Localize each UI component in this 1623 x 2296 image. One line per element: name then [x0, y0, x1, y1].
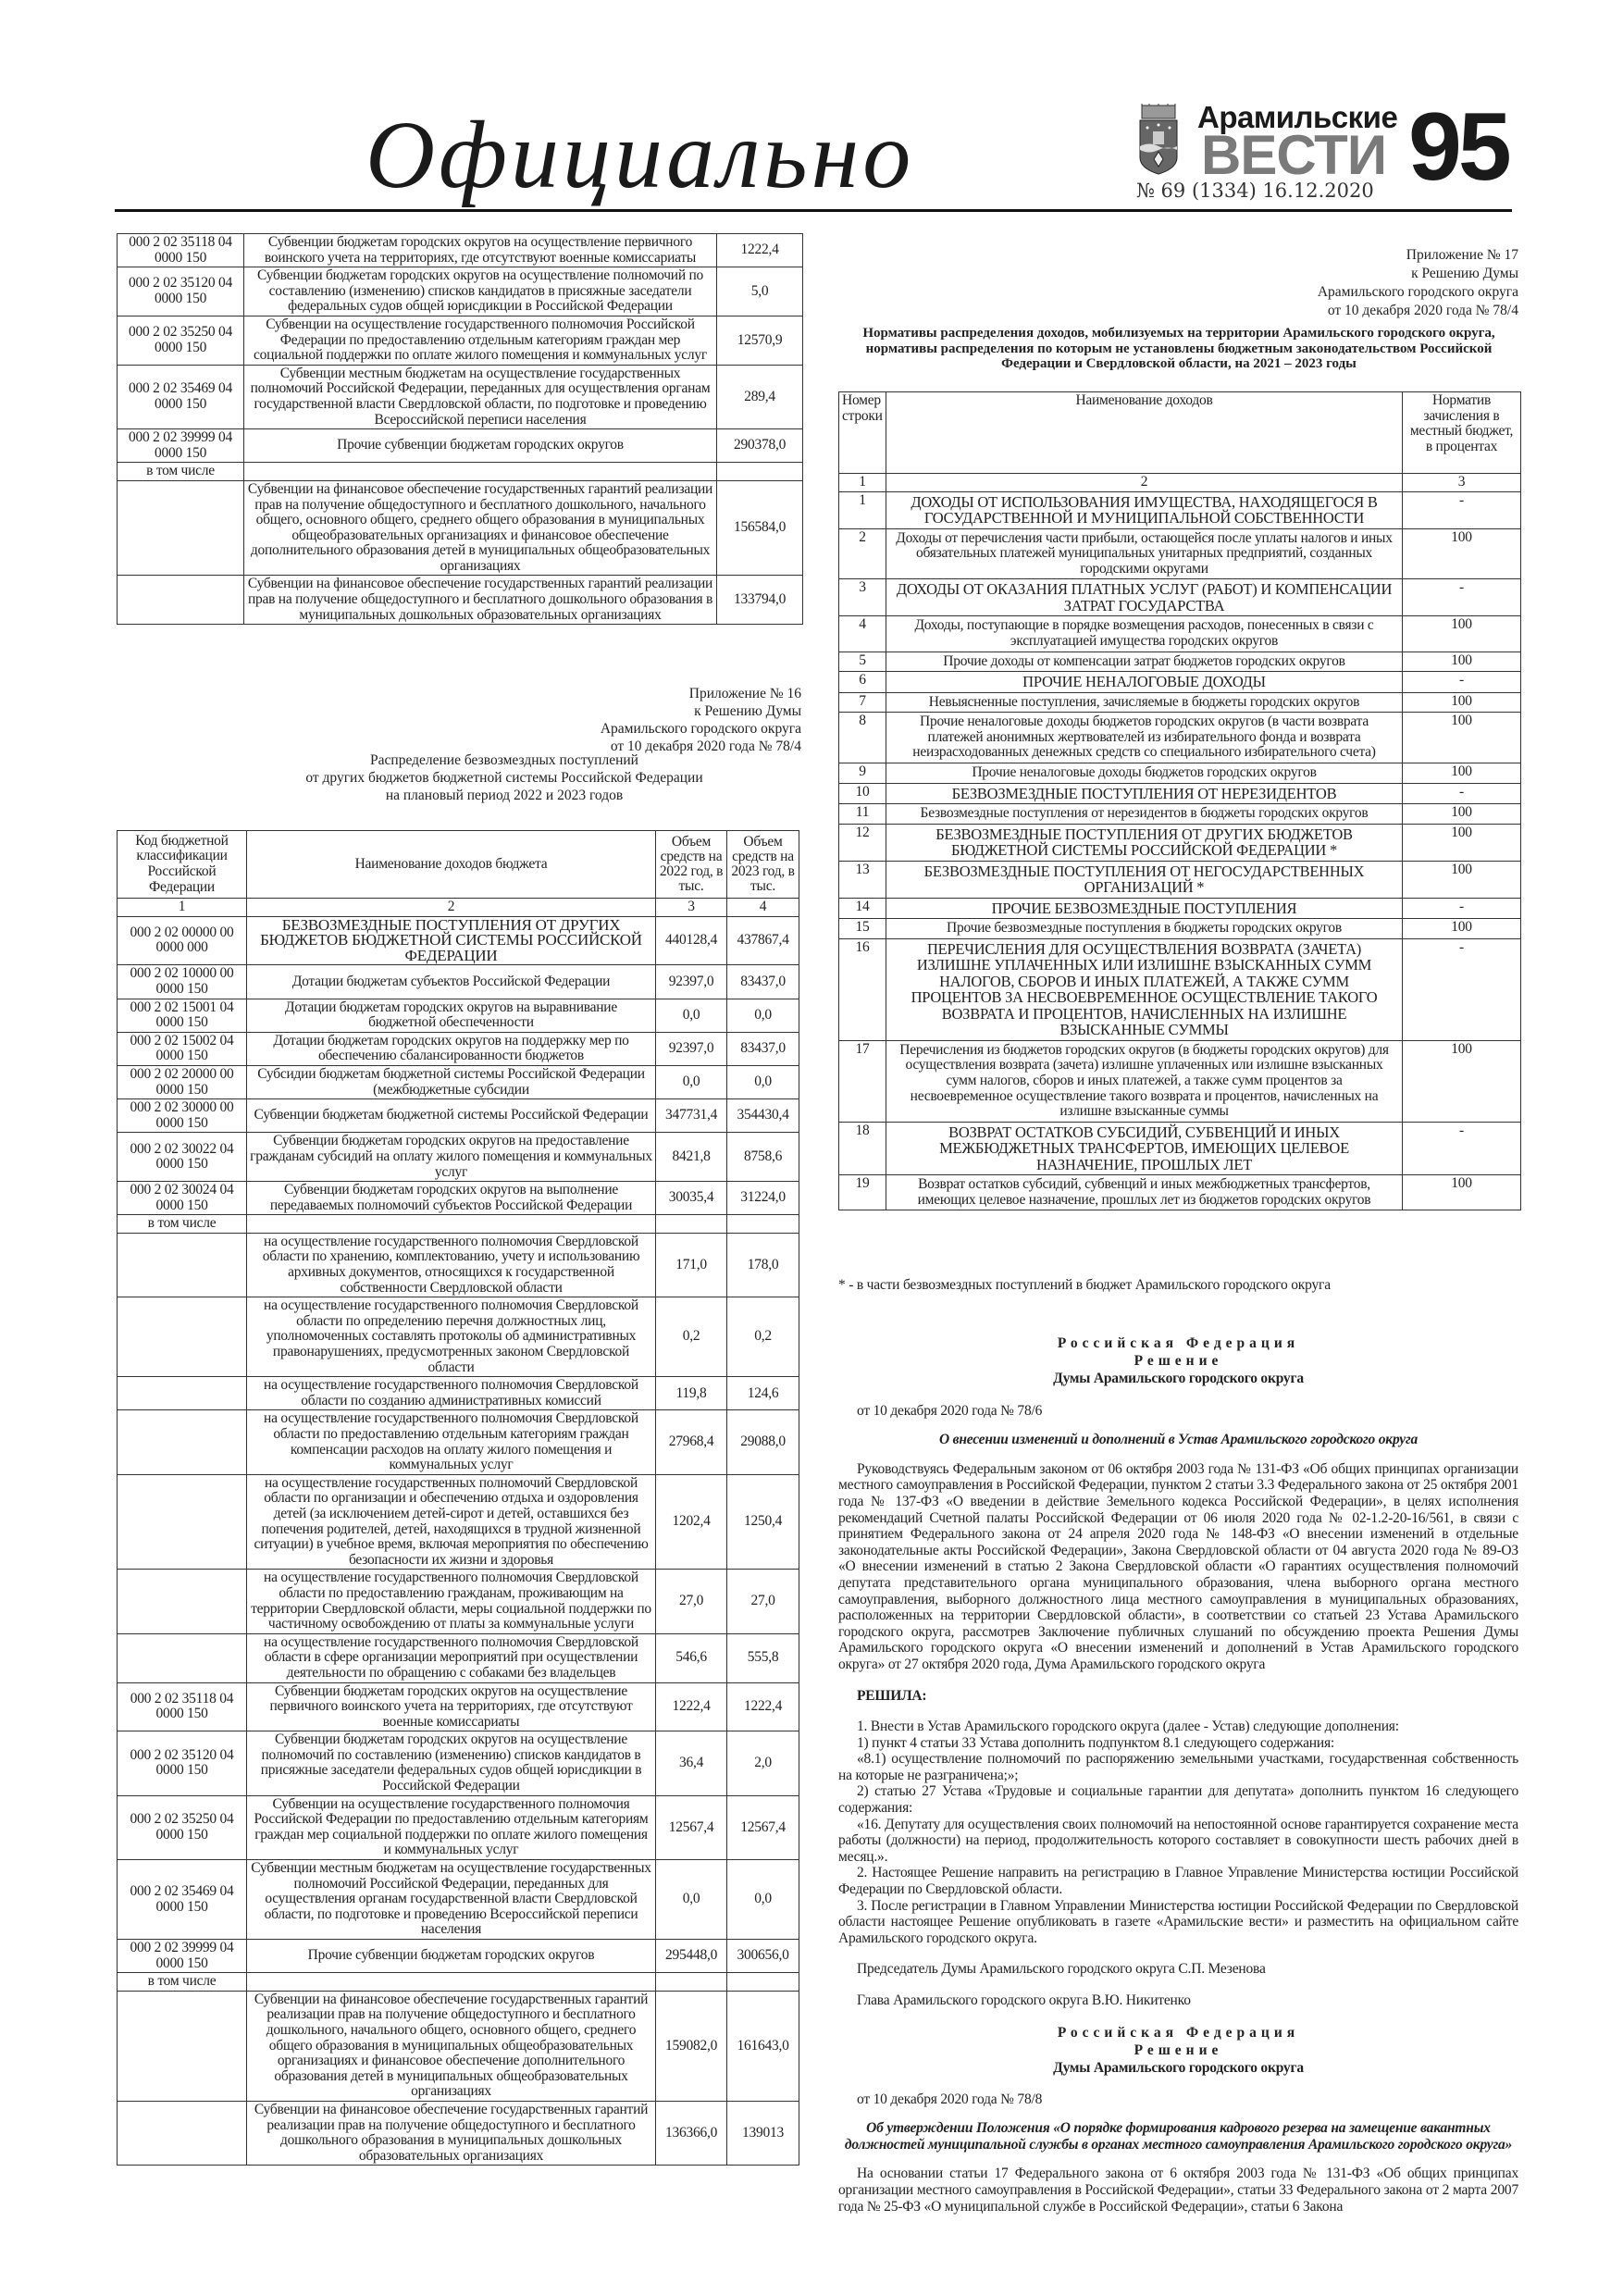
- table-row: [118, 1182, 799, 1215]
- amount-2023: 124,6: [727, 1377, 799, 1410]
- amount-2022: 1202,4: [656, 1474, 727, 1570]
- table-row: [118, 1682, 799, 1731]
- subventions-table-continued: [117, 233, 803, 625]
- decision-preamble: На основании статьи 17 Федерального закона от 6 октября 2003 года № 131-ФЗ «Об общих принципах организации местного самоуправления в Российской Федерации», статьи 33 Федерального закона от 2 марта 2007 года № 25-ФЗ «О муниципальной службе в Российской Федерации», статьи 6 Закона: [838, 2166, 1518, 2215]
- amount-2023: 437867,4: [727, 916, 799, 965]
- decision-heading-body: Думы Арамильского городского округа: [1053, 2059, 1304, 2076]
- income-name: Прочие доходы от компенсации затрат бюджетов городских округов: [886, 652, 1403, 672]
- table-row: [118, 1633, 799, 1682]
- decision-item: 2. Настоящее Решение направить на регистрацию в Главное Управление Министерства юстиции Российской Федерации по Свердловской области.: [838, 1865, 1518, 1898]
- table-row: [839, 898, 1521, 919]
- income-name: БЕЗВОЗМЕЗДНЫЕ ПОСТУПЛЕНИЯ ОТ ДРУГИХ БЮДЖЕТОВ БЮДЖЕТНОЙ СИСТЕМЫ РОССИЙСКОЙ ФЕДЕРАЦИИ: [247, 916, 656, 965]
- budget-code: 000 2 02 30000 00 0000 150: [118, 1099, 247, 1133]
- budget-code: 000 2 02 00000 00 0000 000: [118, 916, 247, 965]
- decision-items: [838, 1719, 1518, 1946]
- income-name: Прочие неналоговые доходы бюджетов городских округов: [886, 763, 1403, 784]
- budget-code: [118, 576, 244, 625]
- table-row: [839, 491, 1521, 528]
- income-name: Прочие безвозмездные поступления в бюджеты городских округов: [886, 919, 1403, 939]
- amount-2022: [656, 1973, 727, 1992]
- norm-percent: -: [1403, 579, 1521, 616]
- title-line: на плановый период 2022 и 2023 годов: [385, 788, 624, 803]
- table-row: [839, 579, 1521, 616]
- amount-2023: 555,8: [727, 1633, 799, 1682]
- norm-percent: 100: [1403, 861, 1521, 898]
- decision-heading-body: Думы Арамильского городского округа: [1053, 1370, 1304, 1386]
- table-row: [118, 1233, 799, 1297]
- table-row: [118, 576, 803, 625]
- amount-2022: 8421,8: [656, 1133, 727, 1182]
- income-name: Доходы, поступающие в порядке возмещения расходов, понесенных в связи с эксплуатацией имущества городских округов: [886, 616, 1403, 652]
- income-name: на осуществление государственных полномочий Свердловской области по организации и обеспечению отдыха и оздоровления детей (за исключением детей-сирот и детей, оставшихся без попечения родителей, детей, находящихся в трудной жизненной ситуации) в учебное время, включая мероприятия по обеспечению безопасности их жизни и здоровья: [247, 1474, 656, 1570]
- table-row: [839, 763, 1521, 784]
- budget-code: [118, 1233, 247, 1297]
- header-2022: Объем средств на 2022 год, в тыс.: [656, 831, 727, 899]
- note-line: Приложение № 17: [1406, 247, 1518, 263]
- norm-percent: 100: [1403, 804, 1521, 825]
- header-divider: [115, 209, 1512, 212]
- table-row: [118, 1297, 799, 1377]
- row-number: 2: [839, 528, 886, 579]
- income-name: Возврат остатков субсидий, субвенций и иных межбюджетных трансфертов, имеющих целевое назначение, прошлых лет из бюджетов городских округов: [886, 1175, 1403, 1210]
- budget-code: 000 2 02 35469 04 0000 150: [118, 365, 244, 428]
- amount-2022: 295448,0: [656, 1940, 727, 1973]
- table-row: [118, 1099, 799, 1133]
- row-number: 16: [839, 938, 886, 1040]
- table-row: [118, 267, 803, 316]
- table-row: [118, 999, 799, 1032]
- table-row: [839, 919, 1521, 939]
- table-row: [839, 616, 1521, 652]
- amount-2022: 0,0: [656, 1065, 727, 1098]
- newspaper-name-bottom: ВЕСТИ: [1201, 124, 1386, 186]
- income-name: Субвенции на финансовое обеспечение государственных гарантий реализации прав на получение общедоступного и бесплатного дошкольного, начального общего, основного общего, среднего общего образования в муниципальных общеобразовательных организациях и финансовое обеспечение дополнительного образования детей в муниципальных общеобразовательных организациях: [244, 480, 717, 576]
- amount-2022: 36,4: [656, 1731, 727, 1795]
- amount: 133794,0: [717, 576, 803, 625]
- table-row: [118, 1731, 799, 1795]
- budget-code: 000 2 02 15002 04 0000 150: [118, 1032, 247, 1065]
- decision-title: Об утверждении Положения «О порядке формирования кадрового резерва на замещение вакантных должностей муниципальной службы в органах местного самоуправления Арамильского городского округа»: [844, 2120, 1513, 2153]
- income-name: [247, 1215, 656, 1234]
- income-name: Доходы от перечисления части прибыли, остающейся после уплаты налогов и иных обязательных платежей муниципальных унитарных предприятий, созданных городскими округами: [886, 528, 1403, 579]
- norm-percent: -: [1403, 1122, 1521, 1175]
- table-row: [118, 1215, 799, 1234]
- table-row: [118, 1973, 799, 1992]
- amount-2022: 440128,4: [656, 916, 727, 965]
- budget-code: 000 2 02 30022 04 0000 150: [118, 1133, 247, 1182]
- norm-percent: 100: [1403, 713, 1521, 763]
- grants-distribution-table: [117, 830, 799, 2166]
- table-row: [839, 713, 1521, 763]
- amount: [717, 463, 803, 481]
- appendix-17-title: Нормативы распределения доходов, мобилизуемых на территории Арамильского городского округа, нормативы распределения по которым не установлены бюджетным законодательством Российской Федерации и Свердловской области, на 2021 – 2023 годы: [862, 326, 1495, 371]
- income-name: Субвенции бюджетам городских округов на осуществление полномочий по составлению (изменению) списков кандидатов в присяжные заседатели федеральных судов общей юрисдикции в Российской Федерации: [244, 267, 717, 316]
- table-row: [118, 965, 799, 999]
- row-number: 18: [839, 1122, 886, 1175]
- amount-2023: 0,2: [727, 1297, 799, 1377]
- income-name: Субвенции на осуществление государственного полномочия Российской Федерации по предоставлению отдельным категориям граждан мер социальной поддержки по оплате жилого помещения и коммунальных услуг: [247, 1795, 656, 1859]
- amount-2023: 27,0: [727, 1570, 799, 1633]
- appendix-16-title: [185, 751, 824, 804]
- income-name: Субвенции местным бюджетам на осуществление государственных полномочий Российской Федерации, переданных для осуществления органам государственной власти Свердловской области, по подготовке и проведению Всероссийской переписи населения: [247, 1860, 656, 1940]
- section-title: Официально: [365, 102, 915, 208]
- amount-2022: 546,6: [656, 1633, 727, 1682]
- issue-info: № 69 (1334) 16.12.2020: [1136, 180, 1374, 202]
- decision-resolved: РЕШИЛА:: [857, 1687, 927, 1704]
- note-line: Арамильского городского округа: [1317, 284, 1518, 300]
- budget-code: 000 2 02 35120 04 0000 150: [118, 267, 244, 316]
- col-number: 3: [1403, 474, 1521, 492]
- budget-code: 000 2 02 35469 04 0000 150: [118, 1860, 247, 1940]
- table-row: [118, 1410, 799, 1474]
- table-row: [839, 824, 1521, 861]
- decision-item: 3. После регистрации в Главном Управлении Министерства юстиции Российской Федерации по Свердловской области настоящее Решение опубликовать в газете «Арамильские вести» и разместить на официальном сайте Арамильского городского округа.: [838, 1897, 1518, 1946]
- appendix-16-note: [117, 685, 801, 755]
- income-name: Субвенции на финансовое обеспечение государственных гарантий реализации прав на получение общедоступного и бесплатного дошкольного образования в муниципальных дошкольных образовательных организациях: [244, 576, 717, 625]
- budget-code: 000 2 02 39999 04 0000 150: [118, 429, 244, 463]
- header-row-number: Номер строки: [839, 392, 886, 474]
- amount-2023: [727, 1973, 799, 1992]
- decision-heading-type: Решение: [1134, 2042, 1223, 2058]
- amount-2022: 159082,0: [656, 1991, 727, 2101]
- amount-2023: 31224,0: [727, 1182, 799, 1215]
- amount-2022: 12567,4: [656, 1795, 727, 1859]
- amount-2023: 12567,4: [727, 1795, 799, 1859]
- head-signature: Глава Арамильского городского округа В.Ю. Никитенко: [857, 1992, 1191, 2008]
- decision-title: О внесении изменений и дополнений в Устав Арамильского городского округа: [938, 1432, 1419, 1448]
- decision-item: 1. Внести в Устав Арамильского городского округа (далее - Устав) следующие дополнения:: [857, 1719, 1399, 1735]
- note-line: от 10 декабря 2020 года № 78/4: [1327, 303, 1518, 318]
- amount-2022: 171,0: [656, 1233, 727, 1297]
- decision-78-6: [838, 1334, 1518, 2009]
- note-line: к Решению Думы: [1411, 266, 1518, 281]
- income-name: Субвенции бюджетам городских округов на осуществление первичного воинского учета на территориях, где отсутствуют военные комиссариаты: [247, 1682, 656, 1731]
- header-name: Наименование доходов бюджета: [247, 831, 656, 899]
- amount-2023: 1222,4: [727, 1682, 799, 1731]
- row-number: 15: [839, 919, 886, 939]
- budget-code: [118, 1991, 247, 2101]
- table-row: [839, 1175, 1521, 1210]
- title-line: Распределение безвозмездных поступлений: [370, 752, 638, 768]
- amount-2022: [656, 1215, 727, 1234]
- budget-code: 000 2 02 10000 00 0000 150: [118, 965, 247, 999]
- table-footnote: * - в части безвозмездных поступлений в бюджет Арамильского городского округа: [838, 1277, 1331, 1293]
- header-2023: Объем средств на 2023 год, в тыс.: [727, 831, 799, 899]
- decision-date: от 10 декабря 2020 года № 78/8: [857, 2091, 1043, 2107]
- budget-code: в том числе: [118, 1973, 247, 1992]
- col-number: 3: [656, 899, 727, 917]
- decision-heading-type: Решение: [1134, 1352, 1223, 1369]
- newspaper-name-top: Арамильские: [1197, 100, 1398, 134]
- col-number: 2: [247, 899, 656, 917]
- amount-2023: 139013: [727, 2101, 799, 2165]
- table-row: [118, 365, 803, 428]
- income-name: ПРОЧИЕ БЕЗВОЗМЕЗДНЫЕ ПОСТУПЛЕНИЯ: [886, 898, 1403, 919]
- norm-percent: -: [1403, 491, 1521, 528]
- table-row: [118, 1795, 799, 1859]
- row-number: 8: [839, 713, 886, 763]
- row-number: 7: [839, 692, 886, 713]
- decision-item: 2) статью 27 Устава «Трудовые и социальные гарантии для депутата» дополнить пунктом 16 следующего содержания:: [838, 1783, 1518, 1817]
- norm-percent: 100: [1403, 763, 1521, 784]
- income-name: Дотации бюджетам городских округов на выравнивание бюджетной обеспеченности: [247, 999, 656, 1032]
- coat-of-arms-icon: [1136, 104, 1181, 178]
- income-name: на осуществление государственного полномочия Свердловской области по созданию административных комиссий: [247, 1377, 656, 1410]
- budget-code: [118, 1570, 247, 1633]
- amount-2022: 119,8: [656, 1377, 727, 1410]
- row-number: 12: [839, 824, 886, 861]
- income-name: ДОХОДЫ ОТ ОКАЗАНИЯ ПЛАТНЫХ УСЛУГ (РАБОТ) И КОМПЕНСАЦИИ ЗАТРАТ ГОСУДАРСТВА: [886, 579, 1403, 616]
- budget-code: [118, 1297, 247, 1377]
- revenue-norms-table: [838, 391, 1521, 1210]
- appendix-17-note: [837, 246, 1518, 320]
- income-name: Прочие субвенции бюджетам городских округов: [244, 429, 717, 463]
- note-line: от 10 декабря 2020 года № 78/4: [610, 738, 801, 754]
- row-number: 4: [839, 616, 886, 652]
- income-name: Субвенции на финансовое обеспечение государственных гарантий реализации прав на получение общедоступного и бесплатного дошкольного образования в муниципальных дошкольных образовательных организациях: [247, 2101, 656, 2165]
- amount: 289,4: [717, 365, 803, 428]
- income-name: Безвозмездные поступления от нерезидентов в бюджеты городских округов: [886, 804, 1403, 825]
- decision-78-8: [838, 2024, 1518, 2215]
- chairman-signature: Председатель Думы Арамильского городского округа С.П. Мезенова: [857, 1961, 1266, 1978]
- income-name: Дотации бюджетам субъектов Российской Федерации: [247, 965, 656, 999]
- table-row: [839, 861, 1521, 898]
- income-name: на осуществление государственного полномочия Свердловской области в сфере организации мероприятий при осуществлении деятельности по обращению с собаками без владельцев: [247, 1633, 656, 1682]
- budget-code: 000 2 02 35250 04 0000 150: [118, 1795, 247, 1859]
- income-name: Перечисления из бюджетов городских округов (в бюджеты городских округов) для осуществления возврата (зачета) излишне уплаченных или излишне взысканных сумм налогов, сборов и иных платежей, а также сумм процентов за несвоевременное осуществление такого возврата и процентов, начисленных на излишне взысканные суммы: [886, 1040, 1403, 1122]
- norm-percent: 100: [1403, 692, 1521, 713]
- amount-2022: 92397,0: [656, 1032, 727, 1065]
- table-row: [118, 916, 799, 965]
- amount-2022: 136366,0: [656, 2101, 727, 2165]
- table-row: [118, 1474, 799, 1570]
- norm-percent: 100: [1403, 1040, 1521, 1122]
- income-name: на осуществление государственного полномочия Свердловской области по хранению, комплектованию, учету и использованию архивных документов, относящихся к государственной собственности Свердловской области: [247, 1233, 656, 1297]
- income-name: на осуществление государственного полномочия Свердловской области по определению перечня должностных лиц, уполномоченных составлять протоколы об административных правонарушениях, предусмотренных законом Свердловской области: [247, 1297, 656, 1377]
- budget-code: [118, 1377, 247, 1410]
- table-row: [118, 234, 803, 267]
- budget-code: в том числе: [118, 1215, 247, 1234]
- table-row: [118, 480, 803, 576]
- amount: 5,0: [717, 267, 803, 316]
- decision-item: 1) пункт 4 статьи 33 Устава дополнить подпунктом 8.1 следующего содержания:: [857, 1734, 1334, 1751]
- norm-percent: 100: [1403, 616, 1521, 652]
- budget-code: [118, 2101, 247, 2165]
- row-number: 11: [839, 804, 886, 825]
- budget-code: 000 2 02 35118 04 0000 150: [118, 1682, 247, 1731]
- income-name: Субвенции бюджетам городских округов на осуществление первичного воинского учета на территориях, где отсутствуют военные комиссариаты: [244, 234, 717, 267]
- income-name: ПРОЧИЕ НЕНАЛОГОВЫЕ ДОХОДЫ: [886, 672, 1403, 693]
- amount-2022: 0,2: [656, 1297, 727, 1377]
- amount: 290378,0: [717, 429, 803, 463]
- decisions-section: [838, 1277, 1518, 2215]
- amount-2022: 0,0: [656, 1860, 727, 1940]
- note-line: Приложение № 16: [688, 686, 801, 701]
- income-name: Субвенции местным бюджетам на осуществление государственных полномочий Российской Федерации, переданных для осуществления органам государственной власти Свердловской области, по подготовке и проведению Всероссийской переписи населения: [244, 365, 717, 428]
- income-name: Субсидии бюджетам бюджетной системы Российской Федерации (межбюджетные субсидии: [247, 1065, 656, 1098]
- amount-2023: 83437,0: [727, 965, 799, 999]
- budget-code: [118, 1633, 247, 1682]
- col-number: 2: [886, 474, 1403, 492]
- income-name: ПЕРЕЧИСЛЕНИЯ ДЛЯ ОСУЩЕСТВЛЕНИЯ ВОЗВРАТА (ЗАЧЕТА) ИЗЛИШНЕ УПЛАЧЕННЫХ ИЛИ ИЗЛИШНЕ ВЗЫСКАННЫХ СУММ НАЛОГОВ, СБОРОВ И ИНЫХ ПЛАТЕЖЕЙ, А ТАКЖЕ СУММ ПРОЦЕНТОВ ЗА НЕСВОЕВРЕМЕННОЕ ОСУЩЕСТВЛЕНИЕ ТАКОГО ВОЗВРАТА И ПРОЦЕНТОВ, НАЧИСЛЕННЫХ НА ИЗЛИШНЕ ВЗЫСКАННЫЕ СУММЫ: [886, 938, 1403, 1040]
- note-line: Арамильского городского округа: [600, 721, 801, 737]
- amount-2023: 83437,0: [727, 1032, 799, 1065]
- table-row: [118, 1032, 799, 1065]
- title-line: от других бюджетов бюджетной системы Российской Федерации: [305, 770, 703, 786]
- budget-code: 000 2 02 35120 04 0000 150: [118, 1731, 247, 1795]
- col-number: 1: [118, 899, 247, 917]
- norm-percent: -: [1403, 672, 1521, 693]
- norm-percent: -: [1403, 938, 1521, 1040]
- row-number: 1: [839, 491, 886, 528]
- table-row: [118, 429, 803, 463]
- col-number: 4: [727, 899, 799, 917]
- amount-2023: [727, 1215, 799, 1234]
- header-income-name: Наименование доходов: [886, 392, 1403, 474]
- table-row: [839, 783, 1521, 804]
- amount-2023: 161643,0: [727, 1991, 799, 2101]
- income-name: Субвенции бюджетам городских округов на выполнение передаваемых полномочий субъектов Российской Федерации: [247, 1182, 656, 1215]
- row-number: 9: [839, 763, 886, 784]
- budget-code: [118, 1474, 247, 1570]
- row-number: 5: [839, 652, 886, 672]
- amount: 1222,4: [717, 234, 803, 267]
- budget-code: [118, 1410, 247, 1474]
- income-name: Субвенции бюджетам бюджетной системы Российской Федерации: [247, 1099, 656, 1133]
- column-number-row: [118, 899, 799, 917]
- table-row: [839, 938, 1521, 1040]
- income-name: Прочие неналоговые доходы бюджетов городских округов (в части возврата платежей анонимных жертвователей из избирательного фонда и возврата неизрасходованных денежных средств со специального избирательного счета): [886, 713, 1403, 763]
- row-number: 10: [839, 783, 886, 804]
- budget-code: 000 2 02 35250 04 0000 150: [118, 316, 244, 365]
- decision-item: «16. Депутату для осуществления своих полномочий на непостоянной основе гарантируется сохранение места работы (должности) на период, продолжительность которого составляет в совокупности шесть рабочих дней в месяц.».: [838, 1816, 1518, 1865]
- table-row: [839, 672, 1521, 693]
- budget-code: 000 2 02 20000 00 0000 150: [118, 1065, 247, 1098]
- amount: 156584,0: [717, 480, 803, 576]
- table-row: [839, 804, 1521, 825]
- table-row: [839, 1040, 1521, 1122]
- table-row: [118, 1133, 799, 1182]
- income-name: ВОЗВРАТ ОСТАТКОВ СУБСИДИЙ, СУБВЕНЦИЙ И ИНЫХ МЕЖБЮДЖЕТНЫХ ТРАНСФЕРТОВ, ИМЕЮЩИХ ЦЕЛЕВОЕ НАЗНАЧЕНИЕ, ПРОШЛЫХ ЛЕТ: [886, 1122, 1403, 1175]
- norm-percent: 100: [1403, 1175, 1521, 1210]
- row-number: 6: [839, 672, 886, 693]
- income-name: Субвенции бюджетам городских округов на предоставление гражданам субсидий на оплату жилого помещения и коммунальных услуг: [247, 1133, 656, 1182]
- income-name: Субвенции на осуществление государственного полномочия Российской Федерации по предоставлению отдельным категориям граждан мер социальной поддержки по оплате жилого помещения и коммунальных услуг: [244, 316, 717, 365]
- row-number: 13: [839, 861, 886, 898]
- amount-2022: 27,0: [656, 1570, 727, 1633]
- amount-2022: 92397,0: [656, 965, 727, 999]
- header-code: Код бюджетной классификации Российской Федерации: [118, 831, 247, 899]
- budget-code: 000 2 02 39999 04 0000 150: [118, 1940, 247, 1973]
- page-number: 95: [1408, 93, 1508, 201]
- budget-code: [118, 480, 244, 576]
- norm-percent: 100: [1403, 652, 1521, 672]
- table-row: [118, 2101, 799, 2165]
- budget-code: 000 2 02 15001 04 0000 150: [118, 999, 247, 1032]
- income-name: ДОХОДЫ ОТ ИСПОЛЬЗОВАНИЯ ИМУЩЕСТВА, НАХОДЯЩЕГОСЯ В ГОСУДАРСТВЕННОЙ И МУНИЦИПАЛЬНОЙ СОБСТВЕННОСТИ: [886, 491, 1403, 528]
- budget-code: в том числе: [118, 463, 244, 481]
- table-row: [118, 463, 803, 481]
- table-row: [118, 1940, 799, 1973]
- income-name: [244, 463, 717, 481]
- amount-2023: 8758,6: [727, 1133, 799, 1182]
- norm-percent: 100: [1403, 919, 1521, 939]
- income-name: БЕЗВОЗМЕЗДНЫЕ ПОСТУПЛЕНИЯ ОТ НЕГОСУДАРСТВЕННЫХ ОРГАНИЗАЦИЙ *: [886, 861, 1403, 898]
- table-row: [118, 1065, 799, 1098]
- amount-2022: 347731,4: [656, 1099, 727, 1133]
- income-name: Прочие субвенции бюджетам городских округов: [247, 1940, 656, 1973]
- norm-percent: -: [1403, 783, 1521, 804]
- row-number: 19: [839, 1175, 886, 1210]
- decision-date: от 10 декабря 2020 года № 78/6: [857, 1402, 1043, 1419]
- table-header-row: [118, 831, 799, 899]
- income-name: БЕЗВОЗМЕЗДНЫЕ ПОСТУПЛЕНИЯ ОТ ДРУГИХ БЮДЖЕТОВ БЮДЖЕТНОЙ СИСТЕМЫ РОССИЙСКОЙ ФЕДЕРАЦИИ *: [886, 824, 1403, 861]
- income-name: Субвенции бюджетам городских округов на осуществление полномочий по составлению (изменению) списков кандидатов в присяжные заседатели федеральных судов общей юрисдикции в Российской Федерации: [247, 1731, 656, 1795]
- amount-2023: 178,0: [727, 1233, 799, 1297]
- table-row: [118, 1377, 799, 1410]
- table-row: [839, 692, 1521, 713]
- amount-2023: 2,0: [727, 1731, 799, 1795]
- table-row: [118, 1860, 799, 1940]
- note-line: к Решению Думы: [694, 703, 801, 719]
- income-name: БЕЗВОЗМЕЗДНЫЕ ПОСТУПЛЕНИЯ ОТ НЕРЕЗИДЕНТОВ: [886, 783, 1403, 804]
- income-name: Невыясненные поступления, зачисляемые в бюджеты городских округов: [886, 692, 1403, 713]
- table-row: [118, 1570, 799, 1633]
- income-name: на осуществление государственного полномочия Свердловской области по предоставлению гражданам, проживающим на территории Свердловской области, меры социальной поддержки по частичному освобождению от платы за коммунальные услуги: [247, 1570, 656, 1633]
- norm-percent: 100: [1403, 824, 1521, 861]
- column-number-row: [839, 474, 1521, 492]
- col-number: 1: [839, 474, 886, 492]
- amount-2023: 29088,0: [727, 1410, 799, 1474]
- row-number: 17: [839, 1040, 886, 1122]
- table-header-row: [839, 392, 1521, 474]
- amount-2023: 1250,4: [727, 1474, 799, 1570]
- budget-code: 000 2 02 30024 04 0000 150: [118, 1182, 247, 1215]
- table-row: [839, 528, 1521, 579]
- amount-2023: 0,0: [727, 999, 799, 1032]
- norm-percent: -: [1403, 898, 1521, 919]
- decision-heading-country: Российская Федерация: [1057, 1334, 1300, 1351]
- income-name: [247, 1973, 656, 1992]
- budget-code: 000 2 02 35118 04 0000 150: [118, 234, 244, 267]
- amount-2022: 30035,4: [656, 1182, 727, 1215]
- amount-2023: 0,0: [727, 1860, 799, 1940]
- decision-preamble: Руководствуясь Федеральным законом от 06 октября 2003 года № 131-ФЗ «Об общих принципах организации местного самоуправления в Российской Федерации, пунктом 2 статьи 3.3 Федерального закона от 25 октября 2001 года № 137-ФЗ «О введении в действие Земельного кодекса Российской Федерации», в целях исполнения рекомендаций Счетной палаты Российской Федерации от 06 июля 2020 года № 02-1.2-20-16/561, в связи с принятием Федерального закона от 24 апреля 2020 года № 148-ФЗ «О внесении изменений в отдельные законодательные акты Российской Федерации», Закона Свердловской области от 04 августа 2020 года № 89-ОЗ «О внесении изменений в статью 2 Закона Свердловской области «О гарантиях осуществления полномочий депутата представительного органа муниципального образования, члена выборного органа местного самоуправления, выборного должностного лица местного самоуправления в муниципальных образованиях, расположенных на территории Свердловской области», в соответствии со статьей 23 Устава Арамильского городского округа, рассмотрев Заключение публичных слушаний по обсуждению проекта Решения Думы Арамильского городского округа «О внесении изменений и дополнений в Устав Арамильского городского округа» от 27 октября 2020 года, Дума Арамильского городского округа: [838, 1460, 1518, 1672]
- row-number: 3: [839, 579, 886, 616]
- table-row: [839, 652, 1521, 672]
- income-name: Субвенции на финансовое обеспечение государственных гарантий реализации прав на получение общедоступного и бесплатного дошкольного, начального общего, основного общего, среднего общего образования в муниципальных общеобразовательных организациях и финансовое обеспечение дополнительного образования детей в муниципальных общеобразовательных организациях: [247, 1991, 656, 2101]
- table-row: [118, 316, 803, 365]
- amount-2023: 354430,4: [727, 1099, 799, 1133]
- decision-heading-country: Российская Федерация: [1057, 2024, 1300, 2041]
- amount-2022: 1222,4: [656, 1682, 727, 1731]
- amount-2023: 0,0: [727, 1065, 799, 1098]
- income-name: Дотации бюджетам городских округов на поддержку мер по обеспечению сбалансированности бюджетов: [247, 1032, 656, 1065]
- decision-item: «8.1) осуществление полномочий по распоряжению земельными участками, государственная собственность на которые не разграничена;»;: [838, 1751, 1518, 1783]
- amount: 12570,9: [717, 316, 803, 365]
- table-row: [118, 1991, 799, 2101]
- amount-2023: 300656,0: [727, 1940, 799, 1973]
- header-norm: Норматив зачисления в местный бюджет, в процентах: [1403, 392, 1521, 474]
- row-number: 14: [839, 898, 886, 919]
- amount-2022: 27968,4: [656, 1410, 727, 1474]
- income-name: на осуществление государственного полномочия Свердловской области по предоставлению отдельным категориям граждан компенсации расходов на оплату жилого помещения и коммунальных услуг: [247, 1410, 656, 1474]
- norm-percent: 100: [1403, 528, 1521, 579]
- table-row: [839, 1122, 1521, 1175]
- amount-2022: 0,0: [656, 999, 727, 1032]
